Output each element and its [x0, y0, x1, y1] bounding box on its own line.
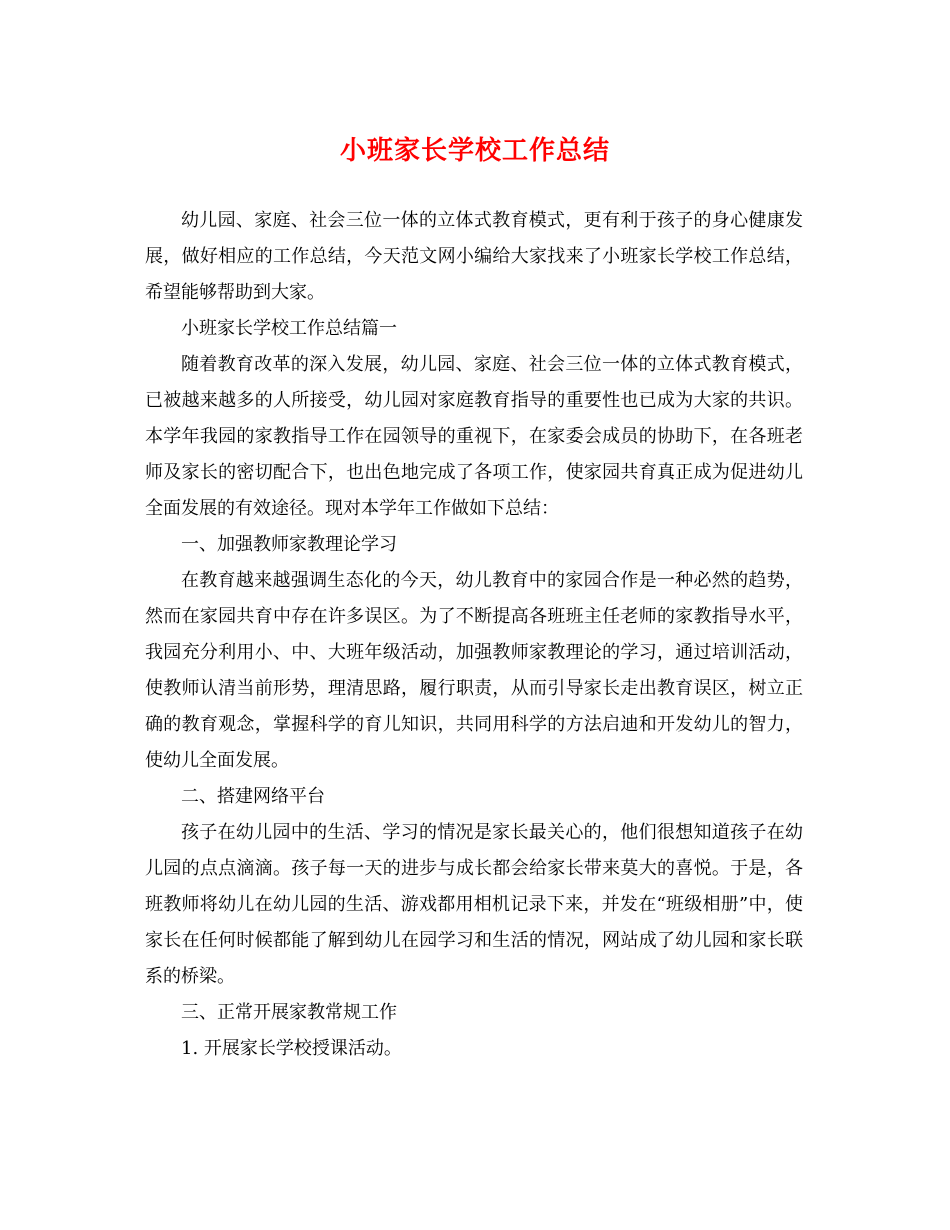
- section-heading-1: 一、加强教师家教理论学习: [181, 534, 397, 555]
- paragraph-intro: 幼儿园、家庭、社会三位一体的立体式教育模式，更有利于孩子的身心健康发展，做好相应的工作总结，今天范文网小编给大家找来了小班家长学校工作总结，希望能够帮助到大家。: [145, 210, 803, 303]
- section-heading-part-one: 小班家长学校工作总结篇一: [181, 318, 397, 339]
- section-heading-3: 三、正常开展家教常规工作: [181, 1002, 397, 1023]
- section-heading-2: 二、搭建网络平台: [181, 786, 325, 807]
- paragraph-section-1: 在教育越来越强调生态化的今天，幼儿教育中的家园合作是一种必然的趋势，然而在家园共育中存在许多误区。为了不断提高各班班主任老师的家教指导水平，我园充分利用小、中、大班年级活动，加强教师家教理论的学习，通过培训活动，使教师认清当前形势，理清思路，履行职责，从而引导家长走出教育误区，树立正确的教育观念，掌握科学的育儿知识，共同用科学的方法启迪和开发幼儿的智力，使幼儿全面发展。: [145, 570, 803, 771]
- paragraph-section-2: 孩子在幼儿园中的生活、学习的情况是家长最关心的，他们很想知道孩子在幼儿园的点点滴滴。孩子每一天的进步与成长都会给家长带来莫大的喜悦。于是，各班教师将幼儿在幼儿园的生活、游戏都用相机记录下来，并发在“班级相册”中，使家长在任何时候都能了解到幼儿在园学习和生活的情况，网站成了幼儿园和家长联系的桥梁。: [145, 822, 803, 987]
- document-body: [145, 203, 803, 1067]
- list-item-1: 1. 开展家长学校授课活动。: [181, 1038, 402, 1059]
- paragraph-overview: 随着教育改革的深入发展，幼儿园、家庭、社会三位一体的立体式教育模式，已被越来越多的人所接受，幼儿园对家庭教育指导的重要性也已成为大家的共识。本学年我园的家教指导工作在园领导的重视下，在家委会成员的协助下，在各班老师及家长的密切配合下，也出色地完成了各项工作，使家园共育真正成为促进幼儿全面发展的有效途径。现对本学年工作做如下总结：: [145, 354, 803, 519]
- document-title: 小班家长学校工作总结: [339, 136, 610, 166]
